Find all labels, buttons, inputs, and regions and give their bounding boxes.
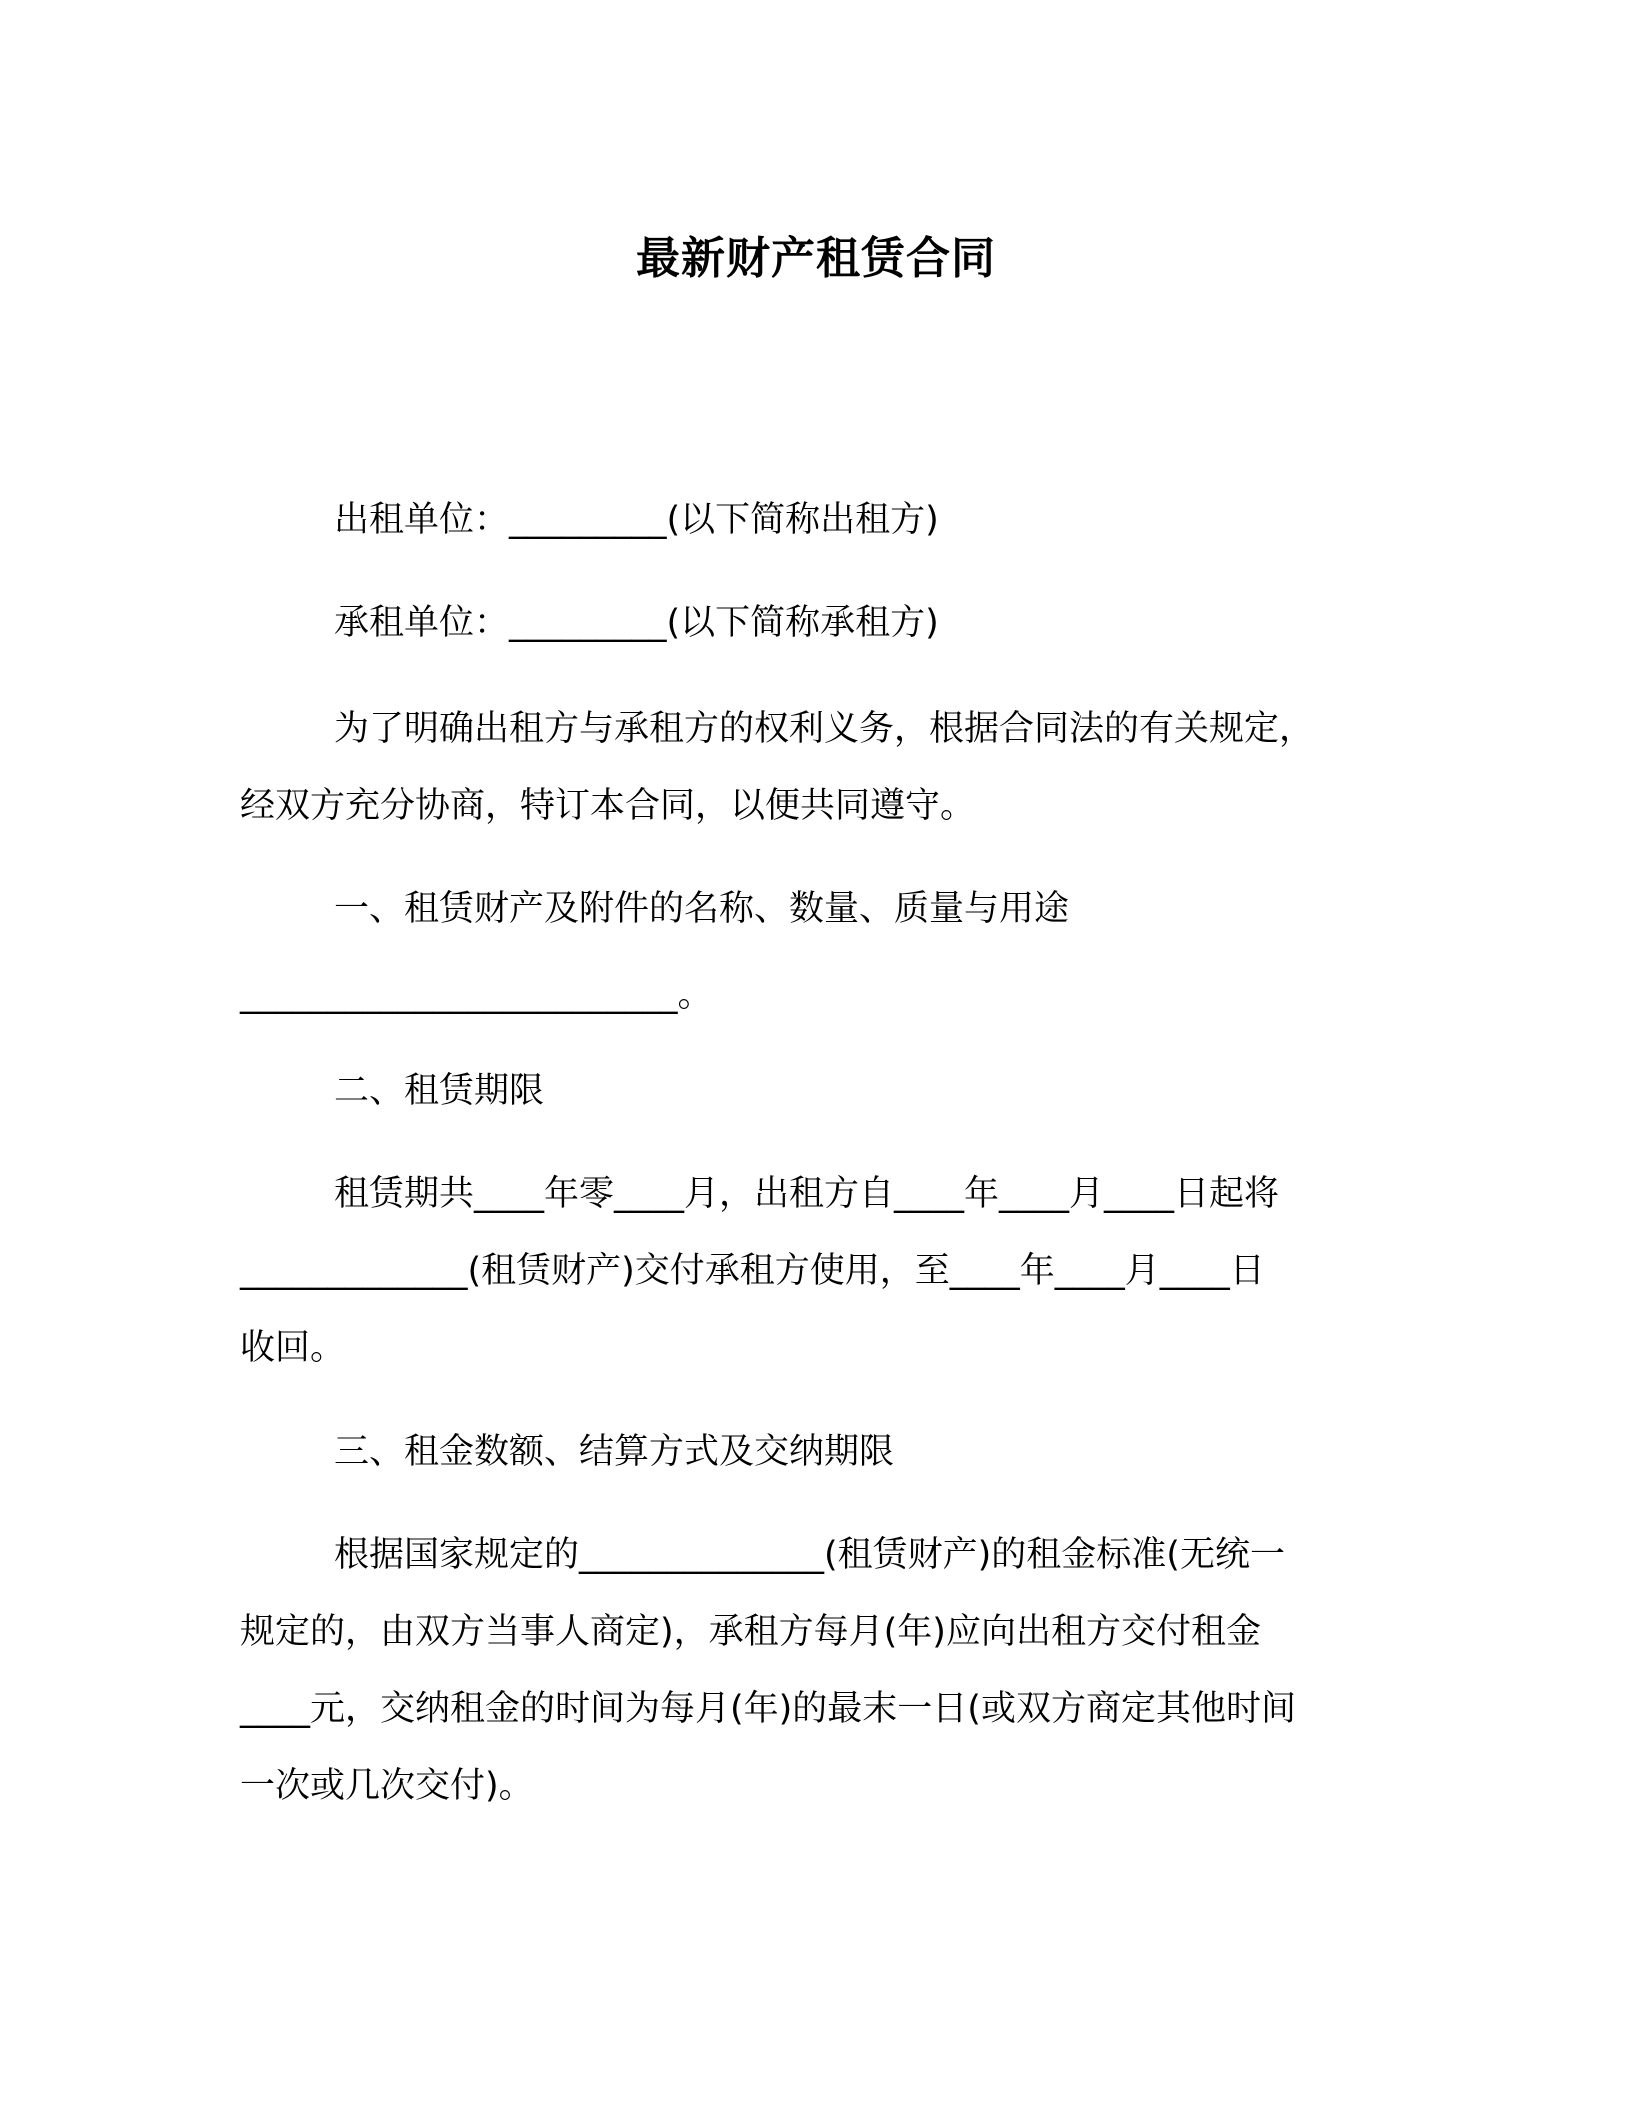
section-2-heading: 二、租赁期限: [334, 1071, 545, 1111]
section-2-line-3: 收回。: [240, 1328, 346, 1368]
section-3-heading: 三、租金数额、结算方式及交纳期限: [334, 1432, 895, 1472]
section-3-line-4: 一次或几次交付)。: [240, 1766, 534, 1806]
section-2-line-1: 租赁期共____年零____月，出租方自____年____月____日起将: [334, 1174, 1280, 1214]
section-1-blank: _________________________。: [240, 975, 713, 1015]
preamble-line-1: 为了明确出租方与承租方的权利义务，根据合同法的有关规定，: [334, 709, 1315, 749]
lessee-line: 承租单位：_________(以下简称承租方): [334, 603, 939, 643]
section-2-line-2: _____________(租赁财产)交付承租方使用，至____年____月____日: [240, 1251, 1265, 1291]
section-3-line-2: 规定的，由双方当事人商定)，承租方每月(年)应向出租方交付租金: [240, 1612, 1261, 1652]
section-3-line-1: 根据国家规定的______________(租赁财产)的租金标准(无统一: [334, 1535, 1285, 1575]
section-3-line-3: ____元，交纳租金的时间为每月(年)的最末一日(或双方商定其他时间: [240, 1689, 1296, 1729]
document-title: 最新财产租赁合同: [636, 233, 996, 284]
preamble-line-2: 经双方充分协商，特订本合同，以便共同遵守。: [240, 786, 976, 826]
section-1-heading: 一、租赁财产及附件的名称、数量、质量与用途: [334, 889, 1070, 929]
lessor-line: 出租单位：_________(以下简称出租方): [334, 500, 939, 540]
